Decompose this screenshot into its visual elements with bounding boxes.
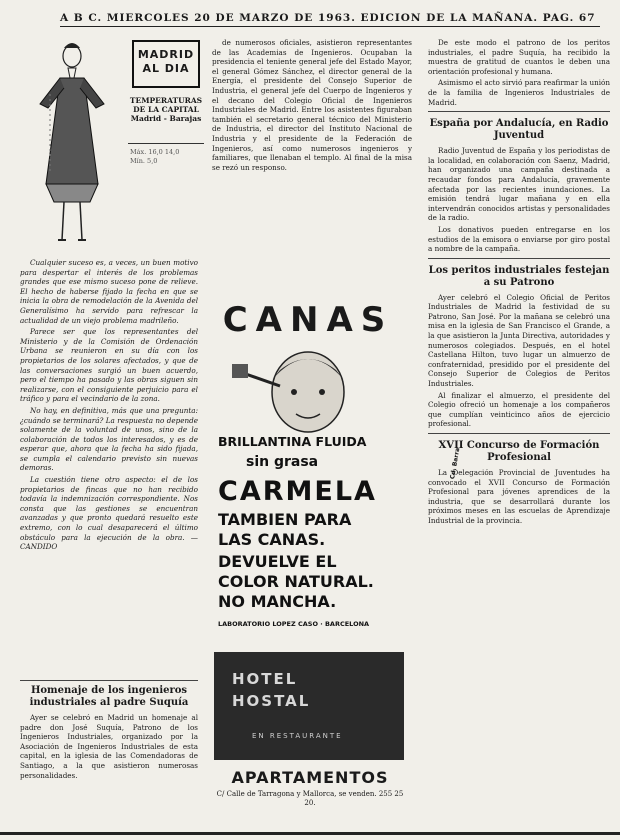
column-3-articles (428, 38, 610, 828)
ad-signature: Cd. Barra (449, 447, 462, 480)
article-paragraph: Radio Juventud de España y los periodistas de la localidad, en colaboración con Saenz, Madrid, han organizado una campaña destinada a recaudar fondos para Andalucía, gravemente afectada por las recientes inundaciones. La emisión tendrá lugar mañana y en ella intervendrán conocidos artistas y personalidades de la radio. (428, 146, 610, 223)
temperature-data (130, 148, 202, 166)
article-paragraph: La Delegación Provincial de Juventudes ha convocado el XVII Concurso de Formación Profesional para jóvenes aprendices de la industria, que se desarrollará durante los próximos meses en las escuelas de Aprendizaje Industrial de la provincia. (428, 468, 610, 525)
ad-line-6: COLOR NATURAL. (218, 572, 374, 591)
temperature-title: TEMPERATURAS DE LA CAPITAL (129, 96, 203, 114)
ad-line-7: NO MANCHA. (218, 592, 337, 611)
article-paragraph: Parece ser que los representantes del Ministerio y de la Comisión de Ordenación Urbana se reunieron en su día con los propietarios de los solares afectados, y que de las conversaciones surgió un buen acuerdo, pero el tiempo ha pasado y las obras siguen sin realizarse, con el consiguiente perjuicio para el tráfico y para el vecindario de la zona. (20, 327, 198, 404)
peritos-headline: Los peritos industriales festejan a su Patrono (428, 264, 610, 288)
section-title-line1: MADRID (137, 48, 195, 61)
article-paragraph: De este modo el patrono de los peritos industriales, el padre Suquía, ha recibido la muestra de gratitud de cuantos le deben una orientación profesional y humana. (428, 38, 610, 76)
article-paragraph: La cuestión tiene otro aspecto: el de los propietarios de fincas que no han recibido todavía la indemnización correspondiente. Nos consta que las gestiones se encuentran avanzadas y que pronto quedará resuelto este extremo, con lo cual desaparecerá el último obstáculo para la ejecución de la obra. — CANDIDO (20, 475, 198, 552)
divider (428, 433, 610, 434)
article-paragraph: Ayer celebró el Colegio Oficial de Peritos Industriales de Madrid la festividad de su Patrono, San José. Por la mañana se celebró una misa en la iglesia de San Francisco el Grande, a la que asistieron la Junta Directiva, autoridades y numerosos colegiados. Después, en el hotel Castellana Hilton, tuvo lugar un almuerzo de confraternidad, presidido por el presidente del Consejo Superior de Colegios de Peritos Industriales. (428, 292, 610, 389)
article-paragraph: Asimismo el acto sirvió para reafirmar la unión de la familia de Ingenieros Industriales de Madrid. (428, 78, 610, 107)
hotel-advertisement (214, 652, 404, 760)
ad-laboratory: LABORATORIO LOPEZ CASO · BARCELONA (218, 620, 370, 628)
concurso-headline: XVII Concurso de Formación Profesional (438, 440, 600, 463)
ad-line-3: TAMBIEN PARA (218, 510, 352, 529)
section-title-box (132, 40, 200, 88)
temperature-block (128, 96, 204, 123)
canas-advertisement (210, 300, 462, 648)
hotel-ad-line2: HOSTAL (232, 692, 311, 710)
ad-line-sin-grasa: sin grasa (246, 454, 319, 470)
ad-line-brillantina: BRILLANTINA FLUIDA (218, 434, 367, 449)
homenaje-title: Homenaje de los ingenieros industriales al padre Suquía (29, 685, 189, 708)
article-paragraph: Los donativos pueden entregarse en los estudios de la emisora o enviarse por giro postal a nombre de la campaña. (428, 224, 610, 254)
column-2-article (212, 38, 412, 270)
divider (428, 111, 610, 112)
article-paragraph: Ayer se celebró en Madrid un homenaje al padre don José Suquía, Patrono de los Ingenieros Industriales, organizado por la Asociación de Ingenieros Industriales de esta capital, en la iglesia de las Comendadoras de Santiago, a la que asistieron numerosas personalidades. (20, 713, 198, 780)
bottom-border (0, 832, 620, 835)
hotel-ad-subtitle: EN RESTAURANTE (252, 732, 343, 740)
andalucia-headline: España por Andalucía, en Radio Juventud (429, 118, 609, 142)
ad-brand: CARMELA (218, 476, 377, 507)
ad-headline: CANAS (222, 300, 394, 340)
hotel-ad-line1: HOTEL (232, 670, 298, 688)
article-paragraph: Al finalizar el almuerzo, el presidente del Colegio ofreció un homenaje a los compañeros que cumplían veinticinco años de ejercicio profesional. (428, 390, 610, 429)
temperature-row-min: Mín. 5,0 (130, 157, 158, 165)
temperature-subtitle: Madrid - Barajas (130, 114, 202, 123)
apartamentos-text: C/ Calle de Tarragona y Mallorca, se venden. 255 25 20. (216, 790, 404, 807)
temperature-row-max: Máx. 16,0 14,0 (130, 148, 180, 156)
man-portrait-illustration (210, 342, 406, 434)
article-paragraph: de numerosos oficiales, asistieron representantes de las Academias de Ingenieros. Ocupaban la presidencia el teniente general jefe del Estado Mayor, el general Gómez Sánchez, el director general de la Energía, el presidente del Consejo Superior de Industria, el general jefe del Cuerpo de Ingenieros y el decano del Colegio Oficial de Ingenieros Industriales de Madrid. Entre los asistentes figuraban también el secretario general técnico del Ministerio de Industria, el director del Instituto Nacional de Industria y el presidente de la Federación de Ingenieros, así como numerosos ingenieros y familiares, que llenaban el templo. Al final de la misa se rezó un responso. (212, 38, 412, 172)
divider (20, 680, 198, 681)
article-paragraph: Cualquier suceso es, a veces, un buen motivo para despertar el interés de los problemas grandes que ese mismo suceso pone de relieve. El hecho de haberse fijado la fecha en que se inicia la obra de remodelación de la Avenida del Generalísimo ha servido para refrescar la actualidad de un viejo problema madrileño. (20, 258, 198, 325)
section-title-line2: AL DIA (142, 62, 190, 75)
hotel-ad-title (232, 668, 310, 712)
divider (428, 258, 610, 259)
ad-line-4: LAS CANAS. (218, 530, 326, 549)
apartamentos-title: APARTAMENTOS (231, 768, 389, 787)
ad-line-5: DEVUELVE EL (218, 552, 337, 571)
divider (128, 143, 204, 144)
column-1-article (20, 258, 198, 670)
page-header: A B C. MIERCOLES 20 DE MARZO DE 1963. EDICION DE LA MAÑANA. PAG. 67 (60, 12, 600, 27)
fashion-illustration (20, 34, 122, 252)
homenaje-article (20, 676, 198, 826)
article-paragraph: No hay, en definitiva, más que una pregunta: ¿cuándo se terminará? La respuesta no depende solamente de la voluntad de unos, sino de la colaboración de todos los interesados, y es de esperar que, ahora que la fecha ha sido fijada, se cumpla el calendario previsto sin nuevas demoras. (20, 405, 198, 473)
